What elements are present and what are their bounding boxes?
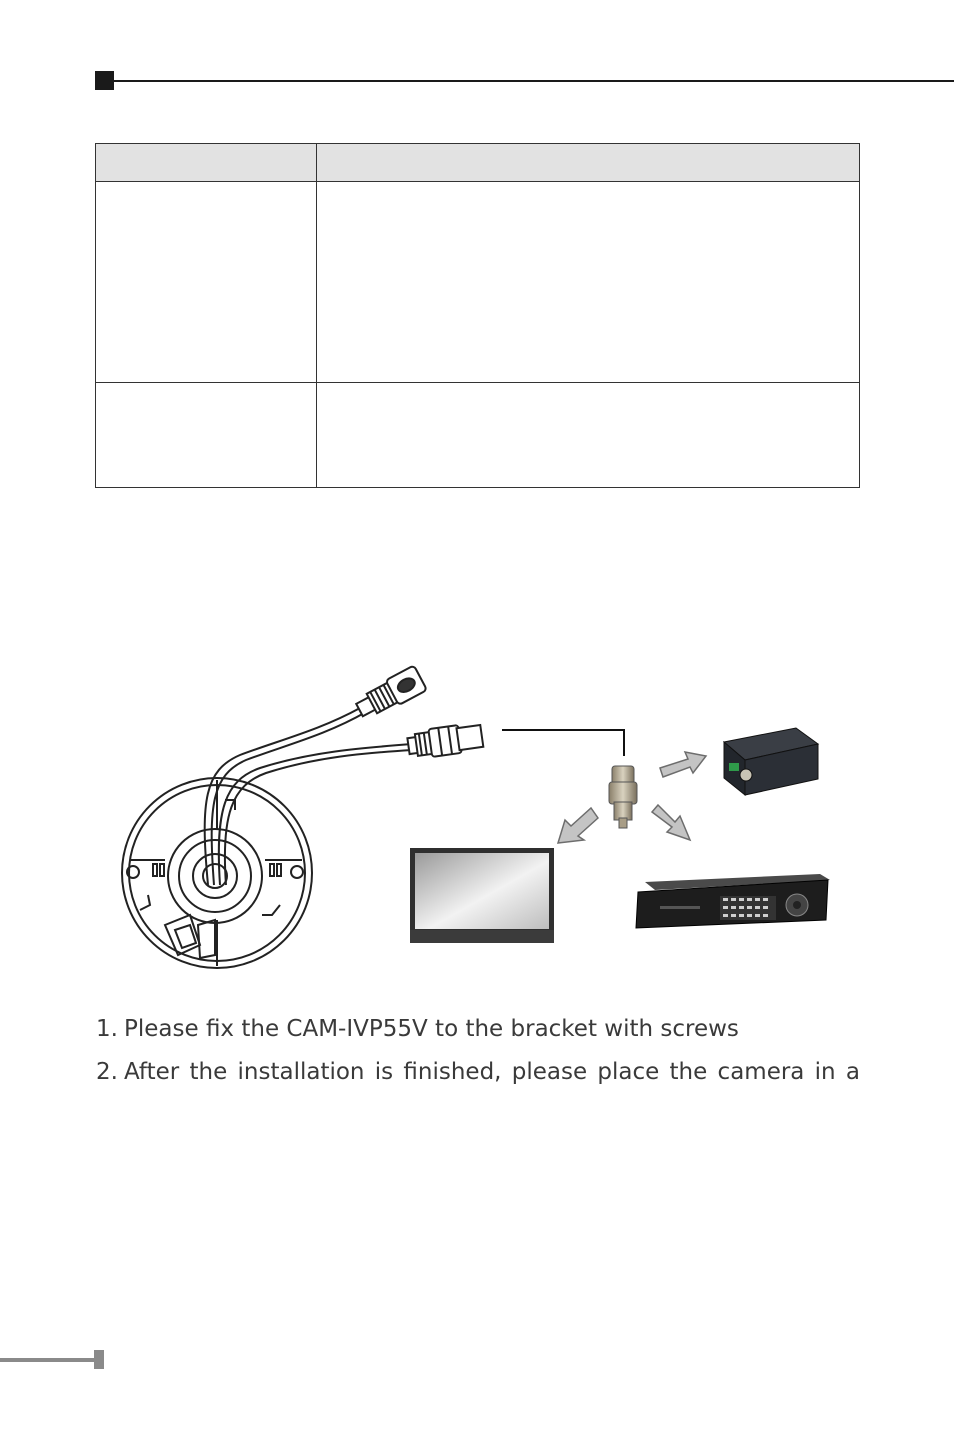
table-row: [96, 182, 860, 383]
connection-diagram: [0, 640, 954, 980]
instruction-steps: [96, 1008, 860, 1094]
table-header-cell: [96, 144, 317, 182]
footer-rule: [0, 1358, 96, 1362]
dc-power-connector-icon: [353, 665, 427, 722]
table-cell: [317, 182, 860, 383]
step-number: 2.: [96, 1059, 118, 1085]
list-item: [96, 1008, 860, 1051]
footer-tab: [94, 1350, 104, 1369]
camera-base-icon: [122, 778, 312, 968]
table-cell: [96, 383, 317, 488]
dvr-icon: [636, 874, 830, 928]
table-header-cell: [317, 144, 860, 182]
table-cell: [317, 383, 860, 488]
bnc-adapter-icon: [609, 766, 637, 828]
step-text: After the installation is finished, please place the camera in a: [124, 1059, 860, 1085]
connection-line: [502, 730, 624, 756]
header-rule: [112, 80, 954, 82]
table-row: [96, 383, 860, 488]
table-header-row: [96, 144, 860, 182]
video-converter-icon: [724, 728, 818, 795]
step-text: Please fix the CAM-IVP55V to the bracket with screws: [124, 1016, 739, 1042]
cable-icon: [205, 708, 412, 885]
bnc-cable-icon: [407, 722, 484, 760]
table-cell: [96, 182, 317, 383]
spec-table: [95, 143, 860, 488]
step-number: 1.: [96, 1016, 118, 1042]
monitor-icon: [410, 848, 554, 943]
list-item: [96, 1051, 860, 1094]
